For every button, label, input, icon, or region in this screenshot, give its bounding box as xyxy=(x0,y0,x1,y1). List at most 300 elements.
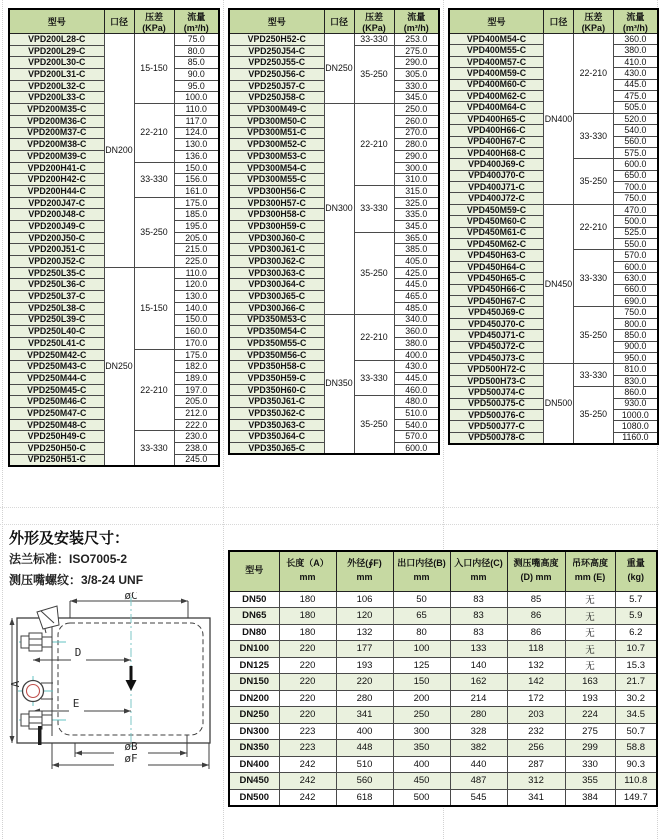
flow-cell: 570.0 xyxy=(394,431,439,443)
flow-cell: 140.0 xyxy=(174,302,219,314)
dim-value-cell: 106 xyxy=(336,591,393,608)
model-cell: VPD200L30-C xyxy=(9,57,104,69)
model-cell: VPD450J72-C xyxy=(449,341,543,352)
model-cell: VPD200M39-C xyxy=(9,150,104,162)
model-cell: VPD250M43-C xyxy=(9,361,104,373)
model-cell: VPD450H65-C xyxy=(449,273,543,284)
flow-cell: 245.0 xyxy=(174,454,219,466)
model-cell: VPD500J76-C xyxy=(449,409,543,420)
model-cell: VPD250J56-C xyxy=(229,69,324,81)
spec-row xyxy=(229,34,439,46)
flow-cell: 430.0 xyxy=(613,68,658,79)
model-cell: VPD200M35-C xyxy=(9,104,104,116)
flow-cell: 270.0 xyxy=(394,127,439,139)
model-cell: VPD200M36-C xyxy=(9,115,104,127)
flow-cell: 650.0 xyxy=(613,170,658,181)
dim-header-line: 入口内径(C) xyxy=(454,558,503,569)
model-cell: VPD450H63-C xyxy=(449,250,543,261)
dim-value-cell: 214 xyxy=(450,690,507,707)
dim-row xyxy=(229,740,657,757)
spec-table-header xyxy=(9,9,219,34)
model-cell: VPD200M38-C xyxy=(9,139,104,151)
model-cell: VPD400J69-C xyxy=(449,159,543,170)
pressure-cell: 33-330 xyxy=(573,113,613,159)
flow-cell: 380.0 xyxy=(394,337,439,349)
spec-column-header: 型号 xyxy=(9,9,104,34)
flow-cell: 189.0 xyxy=(174,372,219,384)
flow-cell: 505.0 xyxy=(613,102,658,113)
model-cell: VPD400M60-C xyxy=(449,79,543,90)
model-cell: VPD400M54-C xyxy=(449,34,543,45)
pressure-cell: 22-210 xyxy=(573,34,613,114)
flow-cell: 500.0 xyxy=(613,216,658,227)
spec-row xyxy=(9,34,219,46)
model-cell: VPD250L37-C xyxy=(9,291,104,303)
dim-value-cell: 无 xyxy=(565,624,615,641)
dim-label-d: D xyxy=(74,646,82,659)
diameter-cell: DN400 xyxy=(543,34,573,205)
model-cell: VPD200J47-C xyxy=(9,197,104,209)
pressure-cell: 33-330 xyxy=(354,361,394,396)
dim-value-cell: 618 xyxy=(336,789,393,806)
dim-value-cell: 440 xyxy=(450,756,507,773)
flow-cell: 385.0 xyxy=(394,244,439,256)
spec-row xyxy=(229,314,439,326)
model-cell: VPD200J52-C xyxy=(9,256,104,268)
flow-cell: 130.0 xyxy=(174,291,219,303)
flow-cell: 525.0 xyxy=(613,227,658,238)
dim-label-a: A xyxy=(9,680,22,688)
dim-value-cell: 256 xyxy=(507,740,565,757)
flow-cell: 600.0 xyxy=(613,159,658,170)
dim-label-e: E xyxy=(72,697,80,710)
dim-row xyxy=(229,789,657,806)
flow-cell: 405.0 xyxy=(394,256,439,268)
flow-cell: 550.0 xyxy=(613,239,658,250)
flow-cell: 182.0 xyxy=(174,361,219,373)
flow-cell: 540.0 xyxy=(394,419,439,431)
model-cell: VPD450M59-C xyxy=(449,204,543,215)
flow-cell: 110.0 xyxy=(174,104,219,116)
dim-value-cell: 50 xyxy=(393,591,450,608)
pressure-cell: 15-150 xyxy=(134,267,174,349)
flow-cell: 300.0 xyxy=(394,162,439,174)
dim-header-line: 重量 xyxy=(626,558,645,569)
flow-cell: 380.0 xyxy=(613,45,658,56)
dim-column-header xyxy=(229,551,279,591)
dim-value-cell: 85 xyxy=(507,591,565,608)
nozzle-washer xyxy=(21,714,29,726)
dim-value-cell: 50.7 xyxy=(615,723,657,740)
flow-cell: 195.0 xyxy=(174,221,219,233)
dim-value-cell: 382 xyxy=(450,740,507,757)
flow-cell: 400.0 xyxy=(394,349,439,361)
model-cell: DN500 xyxy=(229,789,279,806)
dim-value-cell: 400 xyxy=(393,756,450,773)
dim-value-cell: 250 xyxy=(393,707,450,724)
dim-header-line: mm (E) xyxy=(574,572,606,583)
model-cell: VPD350M56-C xyxy=(229,349,324,361)
dim-value-cell: 90.3 xyxy=(615,756,657,773)
pressure-cell: 33-330 xyxy=(134,431,174,466)
model-cell: VPD350H60-C xyxy=(229,384,324,396)
flow-cell: 460.0 xyxy=(394,384,439,396)
model-cell: VPD250M48-C xyxy=(9,419,104,431)
model-cell: VPD400J71-C xyxy=(449,182,543,193)
flow-cell: 630.0 xyxy=(613,273,658,284)
dim-value-cell: 172 xyxy=(507,690,565,707)
dim-value-cell: 163 xyxy=(565,674,615,691)
dim-value-cell: 312 xyxy=(507,773,565,790)
dim-column-header xyxy=(336,551,393,591)
flow-cell: 160.0 xyxy=(174,326,219,338)
flow-cell: 425.0 xyxy=(394,267,439,279)
flow-cell: 340.0 xyxy=(394,314,439,326)
spec-column-header: 压差(KPa) xyxy=(354,9,394,34)
flow-cell: 212.0 xyxy=(174,408,219,420)
spec-header-row xyxy=(9,9,219,34)
model-cell: DN80 xyxy=(229,624,279,641)
flow-cell: 480.0 xyxy=(394,396,439,408)
dim-value-cell: 330 xyxy=(565,756,615,773)
pressure-cell: 22-210 xyxy=(134,349,174,431)
dim-row xyxy=(229,690,657,707)
dim-value-cell: 220 xyxy=(279,707,336,724)
pressure-cell: 15-150 xyxy=(134,34,174,104)
model-cell: VPD300H57-C xyxy=(229,197,324,209)
model-cell: VPD400H65-C xyxy=(449,113,543,124)
flow-cell: 110.0 xyxy=(174,267,219,279)
model-cell: VPD200L33-C xyxy=(9,92,104,104)
dim-value-cell: 400 xyxy=(336,723,393,740)
pressure-cell: 35-250 xyxy=(354,45,394,103)
dim-value-cell: 无 xyxy=(565,657,615,674)
pressure-cell: 33-330 xyxy=(573,364,613,387)
dim-header-row xyxy=(229,551,657,591)
flow-cell: 197.0 xyxy=(174,384,219,396)
dim-value-cell: 142 xyxy=(507,674,565,691)
flow-cell: 950.0 xyxy=(613,352,658,363)
flow-cell: 250.0 xyxy=(394,104,439,116)
flow-cell: 136.0 xyxy=(174,150,219,162)
diameter-cell: DN300 xyxy=(324,104,354,314)
model-cell: VPD250H50-C xyxy=(9,443,104,455)
model-cell: VPD250J54-C xyxy=(229,45,324,57)
flow-cell: 150.0 xyxy=(174,314,219,326)
dim-value-cell: 450 xyxy=(393,773,450,790)
dimension-table xyxy=(228,550,658,807)
diameter-cell: DN250 xyxy=(104,267,134,466)
flow-cell: 900.0 xyxy=(613,341,658,352)
flow-cell: 175.0 xyxy=(174,349,219,361)
flow-cell: 238.0 xyxy=(174,443,219,455)
flow-cell: 80.0 xyxy=(174,45,219,57)
model-cell: VPD500J77-C xyxy=(449,421,543,432)
spec-row xyxy=(449,204,658,215)
nozzle-washer xyxy=(21,636,29,648)
model-cell: VPD400H66-C xyxy=(449,125,543,136)
dim-value-cell: 223 xyxy=(279,740,336,757)
dim-value-cell: 100 xyxy=(393,641,450,658)
flow-cell: 600.0 xyxy=(613,261,658,272)
flow-cell: 520.0 xyxy=(613,113,658,124)
dim-value-cell: 6.2 xyxy=(615,624,657,641)
dim-label-f: øF xyxy=(124,752,138,765)
dim-table-body xyxy=(229,591,657,806)
spec-row xyxy=(449,34,658,45)
dim-value-cell: 132 xyxy=(336,624,393,641)
pressure-cell: 35-250 xyxy=(354,232,394,314)
model-cell: VPD250M45-C xyxy=(9,384,104,396)
model-cell: VPD500H72-C xyxy=(449,364,543,375)
flow-cell: 205.0 xyxy=(174,232,219,244)
dim-value-cell: 15.3 xyxy=(615,657,657,674)
model-cell: VPD300M55-C xyxy=(229,174,324,186)
diameter-cell: DN450 xyxy=(543,204,573,363)
dim-column-header xyxy=(565,551,615,591)
model-cell: VPD350M54-C xyxy=(229,326,324,338)
grid-line-vertical xyxy=(2,0,3,839)
dim-value-cell: 300 xyxy=(393,723,450,740)
flow-cell: 570.0 xyxy=(613,250,658,261)
eye-ring-outer xyxy=(23,681,44,702)
model-cell: VPD300J65-C xyxy=(229,291,324,303)
flow-cell: 305.0 xyxy=(394,69,439,81)
flow-cell: 930.0 xyxy=(613,398,658,409)
flow-cell: 290.0 xyxy=(394,57,439,69)
dim-header-line: 出口内径(B) xyxy=(397,558,446,569)
flow-cell: 345.0 xyxy=(394,92,439,104)
model-cell: VPD300J62-C xyxy=(229,256,324,268)
flow-cell: 170.0 xyxy=(174,337,219,349)
dim-table-header xyxy=(229,551,657,591)
dim-header-line: 外径(∮F) xyxy=(347,558,382,569)
dim-value-cell: 140 xyxy=(450,657,507,674)
dim-value-cell: 65 xyxy=(393,608,450,625)
model-cell: VPD400M59-C xyxy=(449,68,543,79)
model-cell: DN65 xyxy=(229,608,279,625)
model-cell: VPD300H59-C xyxy=(229,221,324,233)
dim-value-cell: 110.8 xyxy=(615,773,657,790)
model-cell: VPD250L35-C xyxy=(9,267,104,279)
dim-value-cell: 203 xyxy=(507,707,565,724)
dim-value-cell: 30.2 xyxy=(615,690,657,707)
model-cell: VPD200M37-C xyxy=(9,127,104,139)
flow-cell: 185.0 xyxy=(174,209,219,221)
flow-cell: 335.0 xyxy=(394,209,439,221)
dim-value-cell: 280 xyxy=(336,690,393,707)
dim-value-cell: 120 xyxy=(336,608,393,625)
flow-cell: 85.0 xyxy=(174,57,219,69)
model-cell: VPD250M46-C xyxy=(9,396,104,408)
dim-value-cell: 34.5 xyxy=(615,707,657,724)
dim-value-cell: 162 xyxy=(450,674,507,691)
flow-cell: 360.0 xyxy=(394,326,439,338)
flow-cell: 850.0 xyxy=(613,330,658,341)
flow-cell: 540.0 xyxy=(613,125,658,136)
pressure-cell: 22-210 xyxy=(573,204,613,250)
model-cell: VPD300M54-C xyxy=(229,162,324,174)
model-cell: VPD450M61-C xyxy=(449,227,543,238)
model-cell: VPD200L32-C xyxy=(9,80,104,92)
pressure-cell: 35-250 xyxy=(354,396,394,454)
dim-header-line: 型号 xyxy=(245,565,264,576)
flow-cell: 230.0 xyxy=(174,431,219,443)
flow-cell: 660.0 xyxy=(613,284,658,295)
dim-column-header xyxy=(615,551,657,591)
spec-column-header: 型号 xyxy=(449,9,543,34)
model-cell: VPD250L41-C xyxy=(9,337,104,349)
model-cell: VPD250J55-C xyxy=(229,57,324,69)
dim-column-header xyxy=(450,551,507,591)
model-cell: VPD450H66-C xyxy=(449,284,543,295)
model-cell: VPD250H51-C xyxy=(9,454,104,466)
dim-value-cell: 232 xyxy=(507,723,565,740)
dim-value-cell: 223 xyxy=(279,723,336,740)
flow-cell: 215.0 xyxy=(174,244,219,256)
flange-standard: 法兰标准：ISO7005-2 xyxy=(9,552,128,566)
model-cell: VPD350J64-C xyxy=(229,431,324,443)
dim-value-cell: 224 xyxy=(565,707,615,724)
nozzle-nut xyxy=(29,633,42,651)
flow-cell: 485.0 xyxy=(394,302,439,314)
flow-cell: 205.0 xyxy=(174,396,219,408)
dim-row xyxy=(229,608,657,625)
dim-value-cell: 200 xyxy=(393,690,450,707)
dim-header-line: mm xyxy=(470,572,487,583)
flow-cell: 800.0 xyxy=(613,318,658,329)
flow-cell: 475.0 xyxy=(613,90,658,101)
dim-value-cell: 177 xyxy=(336,641,393,658)
dim-row xyxy=(229,707,657,724)
model-cell: VPD300M51-C xyxy=(229,127,324,139)
spec-table-header xyxy=(449,9,658,34)
model-cell: VPD450M62-C xyxy=(449,239,543,250)
model-cell: VPD200J50-C xyxy=(9,232,104,244)
dim-value-cell: 242 xyxy=(279,789,336,806)
model-cell: VPD200L29-C xyxy=(9,45,104,57)
model-cell: VPD350J61-C xyxy=(229,396,324,408)
dim-row xyxy=(229,674,657,691)
model-cell: VPD500J78-C xyxy=(449,432,543,443)
model-cell: VPD200H42-C xyxy=(9,174,104,186)
model-cell: VPD400H67-C xyxy=(449,136,543,147)
model-cell: VPD200L31-C xyxy=(9,69,104,81)
model-cell: VPD200L28-C xyxy=(9,34,104,46)
spec-column-header: 型号 xyxy=(229,9,324,34)
spec-row xyxy=(9,267,219,279)
section-title: 外形及安装尺寸： xyxy=(9,530,130,547)
dim-value-cell: 83 xyxy=(450,608,507,625)
dim-value-cell: 545 xyxy=(450,789,507,806)
model-cell: VPD250L40-C xyxy=(9,326,104,338)
pressure-cell: 22-210 xyxy=(134,104,174,162)
flow-cell: 290.0 xyxy=(394,150,439,162)
flow-cell: 430.0 xyxy=(394,361,439,373)
dim-value-cell: 10.7 xyxy=(615,641,657,658)
flow-cell: 75.0 xyxy=(174,34,219,46)
spec-table-header xyxy=(229,9,439,34)
model-cell: VPD200H41-C xyxy=(9,162,104,174)
dim-value-cell: 58.8 xyxy=(615,740,657,757)
flow-cell: 830.0 xyxy=(613,375,658,386)
model-cell: VPD350H59-C xyxy=(229,372,324,384)
model-cell: DN100 xyxy=(229,641,279,658)
pressure-cell: 33-330 xyxy=(354,185,394,232)
model-cell: VPD350J63-C xyxy=(229,419,324,431)
dim-value-cell: 无 xyxy=(565,591,615,608)
flow-cell: 117.0 xyxy=(174,115,219,127)
spec-header-row xyxy=(229,9,439,34)
model-cell: VPD450H67-C xyxy=(449,295,543,306)
dim-value-cell: 242 xyxy=(279,756,336,773)
dim-value-cell: 350 xyxy=(393,740,450,757)
flow-cell: 810.0 xyxy=(613,364,658,375)
dim-value-cell: 180 xyxy=(279,591,336,608)
flow-cell: 124.0 xyxy=(174,127,219,139)
dim-value-cell: 448 xyxy=(336,740,393,757)
model-cell: VPD250L39-C xyxy=(9,314,104,326)
dim-row xyxy=(229,624,657,641)
dim-value-cell: 220 xyxy=(336,674,393,691)
dim-value-cell: 280 xyxy=(450,707,507,724)
dim-row xyxy=(229,756,657,773)
model-cell: DN125 xyxy=(229,657,279,674)
flow-cell: 1000.0 xyxy=(613,409,658,420)
dim-value-cell: 86 xyxy=(507,608,565,625)
flow-cell: 575.0 xyxy=(613,147,658,158)
model-cell: VPD350J62-C xyxy=(229,408,324,420)
flow-cell: 280.0 xyxy=(394,139,439,151)
model-cell: VPD400J70-C xyxy=(449,170,543,181)
dim-value-cell: 149.7 xyxy=(615,789,657,806)
model-cell: VPD300J60-C xyxy=(229,232,324,244)
model-cell: DN150 xyxy=(229,674,279,691)
dim-value-cell: 299 xyxy=(565,740,615,757)
flow-cell: 100.0 xyxy=(174,92,219,104)
flow-cell: 700.0 xyxy=(613,182,658,193)
model-cell: VPD450J69-C xyxy=(449,307,543,318)
dim-header-line: (D) mm xyxy=(520,572,552,583)
spec-table-body xyxy=(229,34,439,455)
dim-value-cell: 560 xyxy=(336,773,393,790)
dim-value-cell: 118 xyxy=(507,641,565,658)
flow-cell: 560.0 xyxy=(613,136,658,147)
spec-column-header: 口径 xyxy=(104,9,134,34)
model-cell: VPD300M52-C xyxy=(229,139,324,151)
model-cell: VPD500J75-C xyxy=(449,398,543,409)
flow-cell: 365.0 xyxy=(394,232,439,244)
dim-value-cell: 无 xyxy=(565,608,615,625)
dim-value-cell: 125 xyxy=(393,657,450,674)
dim-value-cell: 193 xyxy=(336,657,393,674)
grid-line-horizontal xyxy=(0,507,659,508)
model-cell: DN450 xyxy=(229,773,279,790)
model-cell: VPD350H58-C xyxy=(229,361,324,373)
dim-row xyxy=(229,723,657,740)
model-cell: DN350 xyxy=(229,740,279,757)
model-cell: VPD300J66-C xyxy=(229,302,324,314)
pressure-cell: 35-250 xyxy=(134,197,174,267)
dim-header-line: 测压嘴高度 xyxy=(513,558,559,569)
flow-cell: 750.0 xyxy=(613,307,658,318)
pressure-cell: 35-250 xyxy=(573,387,613,444)
dim-row xyxy=(229,773,657,790)
nozzle-thread-spec: 测压嘴螺纹：3/8-24 UNF xyxy=(9,573,144,587)
spec-table-body xyxy=(449,34,658,444)
model-cell: VPD250J58-C xyxy=(229,92,324,104)
pressure-cell: 35-250 xyxy=(573,307,613,364)
